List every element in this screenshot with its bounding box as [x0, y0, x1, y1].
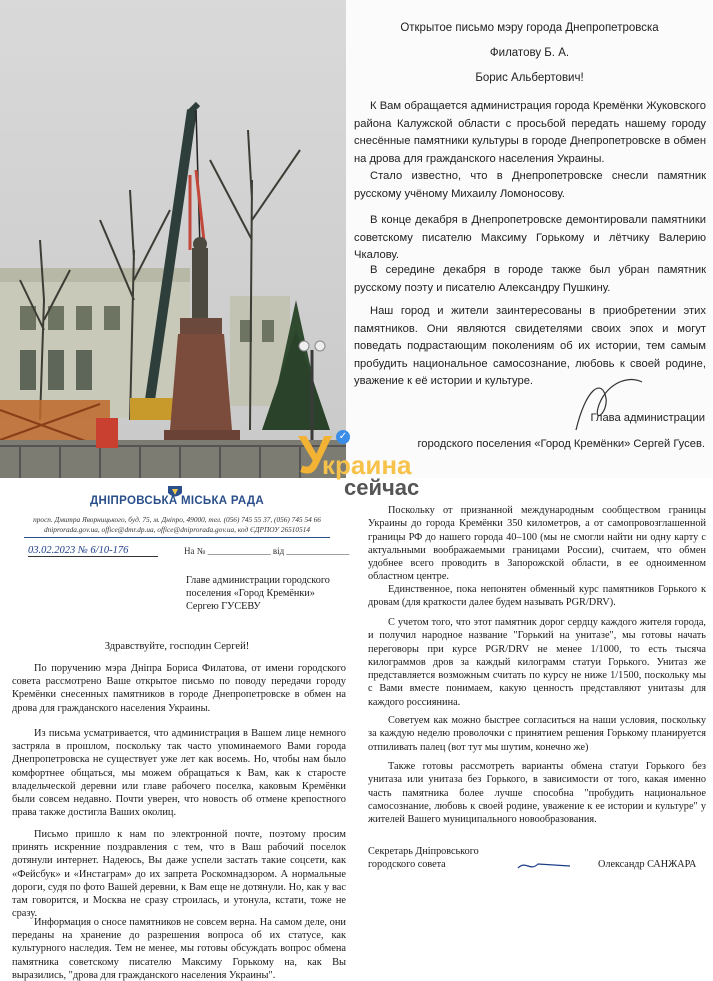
watermark-letter: У — [298, 425, 332, 485]
signer-name: Олександр САНЖАРА — [598, 859, 697, 870]
reference-line: На № ______________ від ______________ — [184, 546, 350, 556]
secretary-title-line: городского совета — [368, 859, 446, 870]
ukraina-seichas-watermark — [282, 422, 432, 512]
council-address: просп. Дмитра Яворницького, буд. 75, м. Дніпро, 49000, тел. (056) 745 55 37, (056) 745 54 66 — [33, 515, 321, 524]
letter-paragraph: Единственное, пока непонятен обменный курс памятников Горького к дровам (для краткости далее будем называть PGR/DRV). — [368, 584, 706, 609]
signatory-name: городского поселения «Город Кремёнки» Сергей Гусев. — [417, 438, 705, 450]
watermark-word: краина — [322, 450, 412, 480]
letter-salutation: Борис Альбертович! — [475, 72, 584, 84]
letter-paragraph: С учетом того, что этот памятник дорог сердцу каждого жителя города, и получил народное название "Горький на унитазе", мы готовы начать переговоры при курсе PGR/DRV не менее 1/1000, то есть тысяча килограммов дров за каждый килограмм статуи Горького. Унитаз же представляется возможным считать по курсу не ниже 1/1500, поскольку мы с Вами вместе понимаем, какую ценность представляют унитазы для каждого россиянина. — [368, 617, 706, 708]
letter-title: Открытое письмо мэру города Днепропетровска — [400, 22, 659, 34]
council-name: ДНІПРОВСЬКА МІСЬКА РАДА — [89, 495, 265, 507]
addressee-block: Главе администрации городского поселения «Город Кремёнки» Сергею ГУСЕВУ — [186, 575, 330, 612]
dnipro-reply-letter — [0, 478, 354, 981]
greeting: Здравствуйте, господин Сергей! — [104, 641, 250, 652]
letter-paragraph: В конце декабря в Днепропетровске демонтировали памятники советскому писателю Максиму Горькому и лётчику Валерию Чкалову. — [354, 214, 706, 262]
verified-check-icon: ✓ — [336, 430, 350, 444]
council-contacts: dniprorada.gov.ua, office@dmr.dp.ua, office@dniprorada.gov.ua, код ЄДРПОУ 26510514 — [43, 525, 311, 534]
monument-removal-photo — [0, 0, 346, 478]
letter-paragraph: Из письма усматривается, что администрация в Вашем лице немного застряла в прошлом, поскольку так часто упоминаемого Вами города Днепропетровска не существует уже лет как восемь. Но, чтобы нам было комфортнее общаться, мы можем обращаться к Вам, как к старосте владельческой деревни или главе рабочего поселка, каковым Кремёнки были совсем недавно. Почти уверен, что новость об отмене крепостного права также достигла Ваших околиц. — [12, 728, 346, 819]
letter-paragraph: Советуем как можно быстрее согласиться на наши условия, поскольку за каждую неделю проволочки с принятием решения Горькому планируется отпиливать палец (вот тут мы шутим, конечно же) — [368, 715, 706, 753]
secretary-title — [368, 845, 479, 871]
handwritten-signature — [514, 856, 574, 874]
watermark-word: сейчас — [344, 475, 420, 500]
letter-paragraph: По поручению мэра Днiпра Бориса Филатова, от имени городского совета рассмотрено Ваше открытое письмо по поводу передачи городу Кремёнки снесенных памятников в городе Днепропетровске в обмен на дрова для гражданского населения Украины. — [12, 663, 346, 714]
letter-recipient: Филатову Б. А. — [489, 47, 570, 59]
letter-paragraph: Также готовы рассмотреть варианты обмена статуи Горького без унитаза или унитаза без Горького, в зависимости от того, какая именно часть памятника более лучше способна "пробудить национальное самосознание, любовь к своей родине, уважение к ее истории и культуре" у жителей Вашего муниципального новообразования. — [368, 761, 706, 826]
letter-paragraph: Письмо пришло к нам по электронной почте, поэтому просим принять искренние поздравления с тем, что в Ваш рабочий поселок дотянули интернет. Надеюсь, Вы даже успели застать такие соцсети, как «Фейсбук» и «Инстаграм» до их запрета Роскомнадзором. А нормальные дороги, судя по фото Вашей деревни, к Вам еще не дотянули. Но, как у вас там говорится, и Москва не сразу строилась, и утонула, кстати, тоже не сразу. — [12, 829, 346, 920]
letterhead-divider — [24, 537, 330, 538]
secretary-title-line: Секретарь Дніпровського — [368, 846, 479, 857]
letter-paragraph: К Вам обращается администрация города Кремёнки Жуковского района Калужской области с просьбой передать нашему городу снесённые памятники культуры в городе Днепропетровске в обмен на дрова для гражданского населения Украины. — [354, 100, 706, 165]
letter-paragraph: Наш город и жители заинтересованы в приобретении этих памятников. Они являются свидетелями своих эпох и могут поведать подрастающим поколениям об их истории, тем самым пробудить национальное самосознание, любовь к своей родине, уважение к её истории и культуре. — [354, 305, 706, 388]
letter-paragraph: Поскольку от признанной международным сообществом границы Украины до города Кремёнки 350 километров, а от самопровозглашенной границы РФ до нашего города 40–100 (мы не смогли найти ни одну карту с актуальными воображаемыми границами России), считаем, что обмен удобнее всего проводить в Запорожской области, в ее одноименном областном центре. — [368, 505, 706, 583]
letter-paragraph: Стало известно, что в Днепропетровске снесли памятник русскому учёному Михаилу Ломоносову. — [354, 170, 706, 200]
letter-paragraph: В середине декабря в городе также был убран памятник русскому поэту и писателю Александру Пушкину. — [354, 264, 706, 294]
photo-illustration — [0, 0, 346, 478]
outgoing-number: 03.02.2023 № 6/10-176 — [28, 545, 158, 557]
letter-paragraph: Информация о сносе памятников не совсем верна. На самом деле, они переданы на хранение до разрешения вопроса об их статусе, как культурного наследия. Тем не менее, мы готовы обсуждать вопрос обмена памятника советскому писателю Максиму Горькому на, как Вы выразились, "дрова для гражданского населения Украины". — [12, 917, 346, 981]
dnipro-reply-continuation — [354, 478, 713, 981]
handwritten-signature — [546, 368, 666, 438]
open-letter-kremenki — [346, 0, 713, 478]
signatory-title: Глава администрации — [590, 412, 705, 424]
